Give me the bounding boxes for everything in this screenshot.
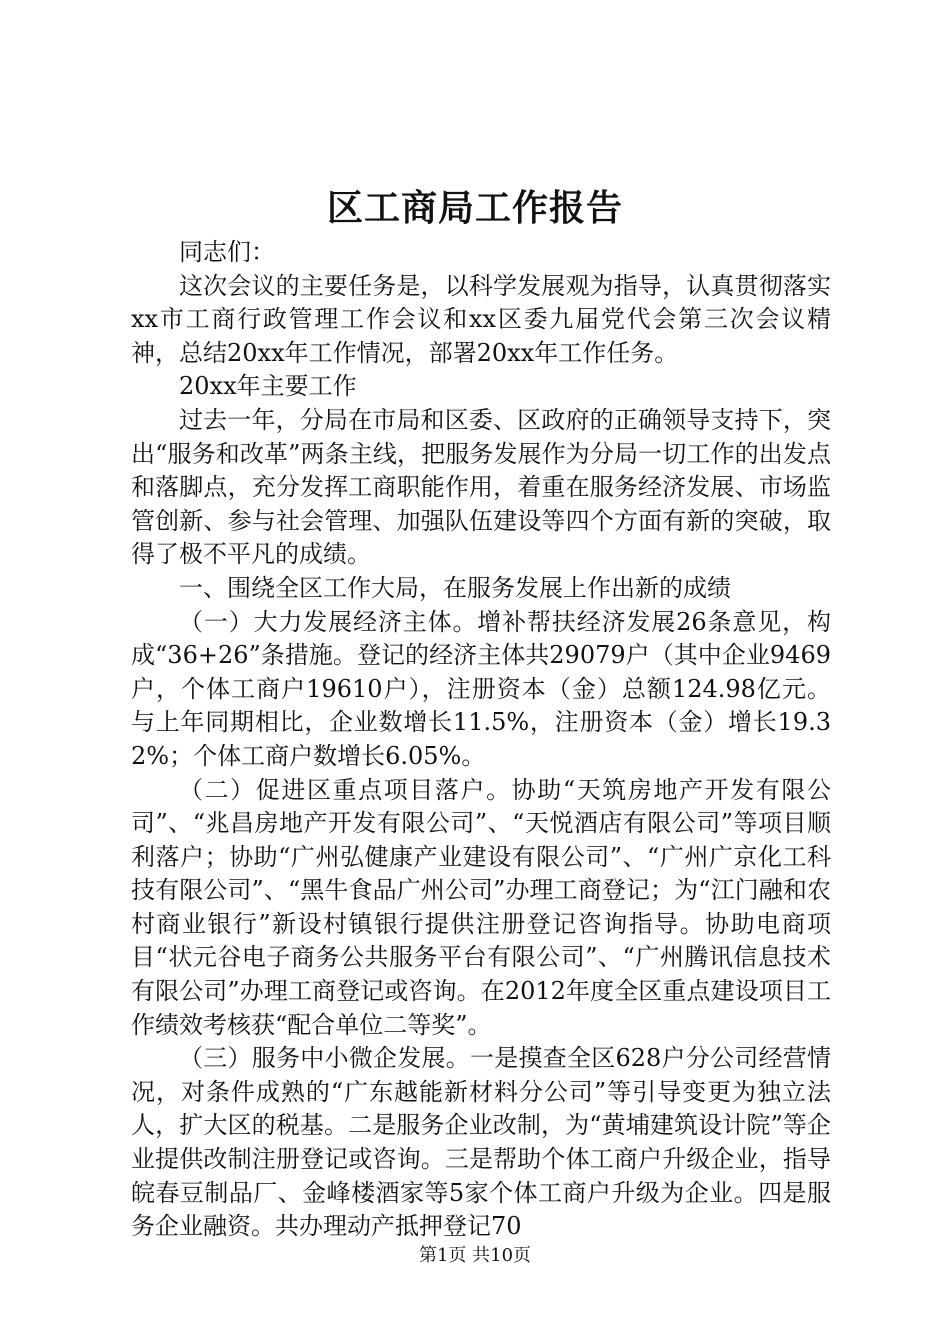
summary-paragraph: 过去一年，分局在市局和区委、区政府的正确领导支持下，突出“服务和改革”两条主线，把服务发展作为分局一切工作的出发点和落脚点，充分发挥工商职能作用，着重在服务经济发展、市场监管创新、参与社会管理、加强队伍建设等四个方面有新的突破，取得了极不平凡的成绩。 [131,405,831,569]
item-three-paragraph: （三）服务中小微企发展。一是摸查全区628户分公司经营情况，对条件成熟的“广东越能新材料分公司”等引导变更为独立法人，扩大区的税基。二是服务企业改制，为“黄埔建筑设计院”等企业提供改制注册登记或咨询。三是帮助个体工商户升级企业，指导皖春豆制品厂、金峰楼酒家等5家个体工商户升级为企业。四是服务企业融资。共办理动产抵押登记70 [131,1044,831,1241]
section-heading: 20xx年主要工作 [179,372,357,401]
item-two-paragraph: （二）促进区重点项目落户。协助“天筑房地产开发有限公司”、“兆昌房地产开发有限公司”、“天悦酒店有限公司”等项目顺利落户；协助“广州弘健康产业建设有限公司”、“广州广京化工科技有限公司”、“黑牛食品广州公司”办理工商登记；为“江门融和农村商业银行”新设村镇银行提供注册登记咨询指导。协助电商项目“状元谷电子商务公共服务平台有限公司”、“广州腾讯信息技术有限公司”办理工商登记或咨询。在2012年度全区重点建设项目工作绩效考核获“配合单位二等奖”。 [131,775,831,1039]
salutation-paragraph: 同志们： [179,238,275,266]
intro-paragraph: 这次会议的主要任务是，以科学发展观为指导，认真贯彻落实xx市工商行政管理工作会议和xx区委九届党代会第三次会议精神，总结20xx年工作情况，部署20xx年工作任务。 [131,271,831,367]
page-number: 第1页 共10页 [418,1245,532,1266]
document-body [131,236,831,1244]
document-title: 区工商局工作报告 [326,187,623,229]
subsection-heading: 一、围绕全区工作大局，在服务发展上作出新的成绩 [179,573,731,602]
item-one-paragraph: （一）大力发展经济主体。增补帮扶经济发展26条意见，构成“36+26”条措施。登记的经济主体共29079户（其中企业9469户，个体工商户19610户），注册资本（金）总额124.98亿元。与上年同期相比，企业数增长11.5%，注册资本（金）增长19.32%；个体工商户数增长6.05%。 [131,607,831,770]
